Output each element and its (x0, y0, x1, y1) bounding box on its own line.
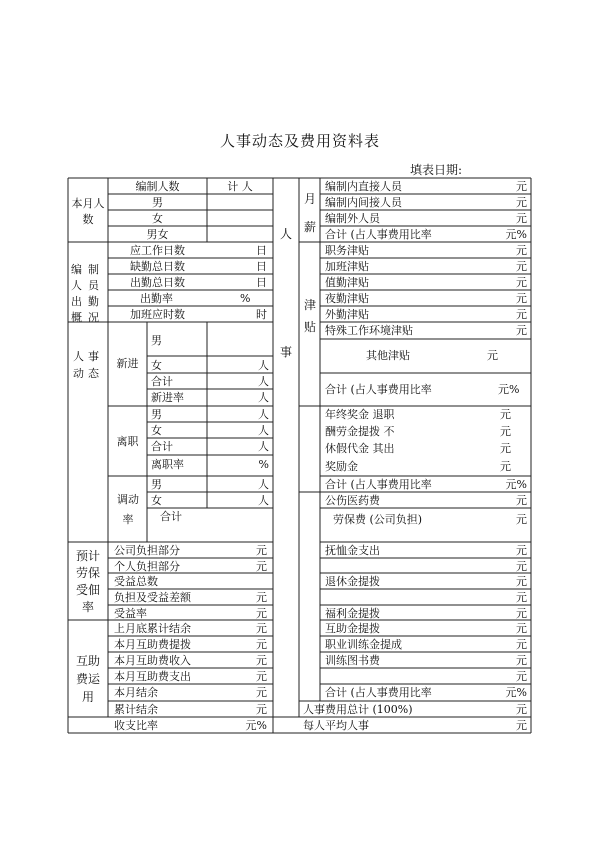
salary-row-total: 合计 (占人事费用比率 (325, 228, 432, 241)
welfare-row-training-books: 训练图书费 (325, 654, 380, 667)
unit-yuan: 元 (256, 622, 267, 635)
allowance-label: 津贴 (303, 298, 316, 334)
monthly-headcount-label: 本月人数 (71, 197, 105, 226)
allowance-row-overtime: 加班津贴 (325, 260, 369, 273)
headcount-row-female: 女 (152, 212, 163, 225)
header-total: 计 人 (227, 180, 253, 193)
allowance-row-duty: 职务津贴 (325, 244, 369, 257)
leave-row-total: 合计 (151, 440, 173, 453)
unit-yuan: 元 (256, 607, 267, 620)
unit-yuan: 元 (256, 591, 267, 604)
mutual-aid-row-expense: 本月互助费支出 (114, 670, 191, 683)
unit-yuan: 元 (256, 670, 267, 683)
allowance-row-total: 合计 (占人事费用比率 (325, 383, 432, 396)
bonus-row-reward-allocation: 酬劳金提拨 不 (325, 425, 395, 438)
insurance-row-difference: 负担及受益差额 (114, 591, 191, 604)
unit-yuan-pct: 元% (505, 686, 527, 699)
bonus-row-year-end: 年终奖金 退职 (325, 408, 395, 421)
income-expense-ratio-label: 收支比率 (114, 719, 158, 732)
total-cost-label: 人事费用总计 (100%) (303, 703, 413, 716)
unit-hour: 时 (256, 308, 267, 321)
unit-yuan: 元 (487, 349, 498, 362)
attendance-row-required-days: 应工作日数 (130, 244, 185, 257)
unit-yuan: 元 (516, 494, 527, 507)
unit-yuan: 元 (256, 686, 267, 699)
unit-person: 人 (258, 408, 269, 421)
new-hire-row-female: 女 (151, 359, 162, 372)
new-hire-row-rate: 新进率 (151, 391, 184, 404)
unit-yuan: 元 (256, 703, 267, 716)
personnel-cost-label-1: 人 (279, 227, 292, 241)
unit-yuan: 元 (516, 196, 527, 209)
unit-yuan: 元 (256, 560, 267, 573)
unit-person: 人 (258, 391, 269, 404)
personnel-cost-label-2: 事 (279, 345, 292, 359)
salary-row-indirect: 编制内间接人员 (325, 196, 402, 209)
unit-yuan-pct: 元% (245, 719, 267, 732)
leave-row-rate: 离职率 (151, 458, 184, 471)
per-capita-label: 每人平均人事 (303, 719, 369, 732)
mutual-aid-label: 互助费运用 (75, 654, 100, 704)
unit-yuan: 元 (516, 544, 527, 557)
welfare-row-welfare-fund: 福利金提拨 (325, 607, 380, 620)
welfare-row-vocational-training: 职业训练金提成 (325, 638, 402, 651)
unit-yuan: 元 (256, 544, 267, 557)
salary-row-external: 编制外人员 (325, 212, 380, 225)
unit-person: 人 (258, 375, 269, 388)
allowance-row-night: 夜勤津贴 (325, 292, 369, 305)
attendance-row-overtime: 加班应时数 (130, 308, 185, 321)
welfare-row-retirement: 退休金提拨 (325, 575, 380, 588)
unit-person: 人 (258, 424, 269, 437)
attendance-label: 编制人员出勤概况 (71, 263, 105, 324)
unit-yuan: 元 (500, 425, 511, 438)
transfer-row-male: 男 (151, 478, 162, 491)
allowance-row-field: 外勤津贴 (325, 308, 369, 321)
mutual-aid-row-income: 本月互助费收入 (114, 654, 191, 667)
fill-date-label: 填表日期: (410, 163, 463, 177)
unit-yuan: 元 (516, 670, 527, 683)
welfare-row-injury-medical: 公伤医药费 (325, 494, 380, 507)
personnel-label: 人事动态 (73, 350, 103, 380)
bonus-row-incentive: 奖励金 (325, 460, 358, 473)
headcount-row-all: 男女 (146, 228, 169, 241)
unit-yuan-pct: 元% (505, 228, 527, 241)
mutual-aid-row-month-balance: 本月结余 (114, 686, 158, 699)
header-staff-count: 编制人数 (135, 180, 180, 193)
unit-person: 人 (258, 359, 269, 372)
new-hire-row-male: 男 (151, 334, 162, 347)
unit-yuan: 元 (516, 703, 527, 716)
unit-day: 日 (256, 260, 267, 273)
welfare-row-pension-payout: 抚恤金支出 (325, 544, 380, 557)
unit-yuan: 元 (516, 180, 527, 193)
mutual-aid-row-prev-balance: 上月底累计结余 (114, 622, 191, 635)
unit-yuan: 元 (500, 442, 511, 455)
welfare-row-mutual-aid: 互助金提拨 (325, 622, 380, 635)
welfare-row-total: 合计 (占人事费用比率 (325, 686, 432, 699)
transfer-row-female: 女 (151, 494, 162, 507)
unit-pct: % (258, 458, 269, 471)
unit-pct: % (240, 292, 251, 305)
transfer-label: 调动率 (117, 493, 139, 526)
new-hire-row-total: 合计 (151, 375, 173, 388)
unit-yuan: 元 (516, 276, 527, 289)
unit-person: 人 (258, 494, 269, 507)
cumulative-balance-label: 累计结余 (114, 703, 158, 716)
insurance-row-personal: 个人负担部分 (114, 560, 180, 573)
attendance-row-absent-days: 缺勤总日数 (130, 260, 185, 273)
insurance-row-benefit-total: 受益总数 (114, 575, 158, 588)
unit-yuan: 元 (516, 244, 527, 257)
unit-person: 人 (258, 440, 269, 453)
headcount-row-male: 男 (152, 196, 163, 209)
salary-row-direct: 编制内直接人员 (325, 180, 402, 193)
unit-day: 日 (256, 276, 267, 289)
leave-label: 离职 (116, 435, 139, 448)
unit-yuan: 元 (500, 408, 511, 421)
unit-yuan: 元 (516, 212, 527, 225)
transfer-row-total: 合计 (160, 510, 182, 523)
unit-yuan: 元 (516, 638, 527, 651)
leave-row-male: 男 (151, 408, 162, 421)
new-hire-label: 新进 (116, 357, 139, 370)
attendance-row-present-days: 出勤总日数 (130, 276, 185, 289)
unit-yuan: 元 (516, 308, 527, 321)
unit-yuan: 元 (516, 591, 527, 604)
unit-yuan: 元 (256, 654, 267, 667)
unit-yuan: 元 (516, 719, 527, 732)
insurance-row-benefit-rate: 受益率 (114, 607, 147, 620)
welfare-row-labor-insurance: 劳保费 (公司负担) (333, 513, 423, 526)
bonus-row-leave-pay: 休假代金 其出 (325, 442, 395, 455)
attendance-row-rate: 出勤率 (140, 292, 173, 305)
unit-yuan: 元 (516, 292, 527, 305)
unit-yuan: 元 (516, 560, 527, 573)
mutual-aid-row-allocation: 本月互助费提拨 (114, 638, 191, 651)
unit-yuan-pct: 元% (498, 383, 520, 396)
leave-row-female: 女 (151, 424, 162, 437)
insurance-label: 预计劳保受佃率 (75, 549, 100, 614)
unit-yuan-pct: 元% (505, 478, 527, 491)
unit-yuan: 元 (516, 654, 527, 667)
unit-yuan: 元 (256, 638, 267, 651)
monthly-salary-label: 月薪 (303, 192, 316, 234)
unit-yuan: 元 (516, 575, 527, 588)
unit-day: 日 (256, 244, 267, 257)
unit-yuan: 元 (516, 260, 527, 273)
allowance-row-special: 特殊工作环境津贴 (325, 324, 413, 337)
unit-yuan: 元 (516, 622, 527, 635)
bonus-row-total: 合计 (占人事费用比率 (325, 478, 432, 491)
allowance-row-other: 其他津贴 (366, 349, 410, 362)
unit-yuan: 元 (516, 324, 527, 337)
unit-yuan: 元 (500, 460, 511, 473)
unit-person: 人 (258, 478, 269, 491)
insurance-row-company: 公司负担部分 (114, 544, 180, 557)
page-title: 人事动态及费用资料表 (219, 132, 380, 150)
allowance-row-on-duty: 值勤津贴 (325, 276, 369, 289)
unit-yuan: 元 (516, 513, 527, 526)
unit-yuan: 元 (516, 607, 527, 620)
